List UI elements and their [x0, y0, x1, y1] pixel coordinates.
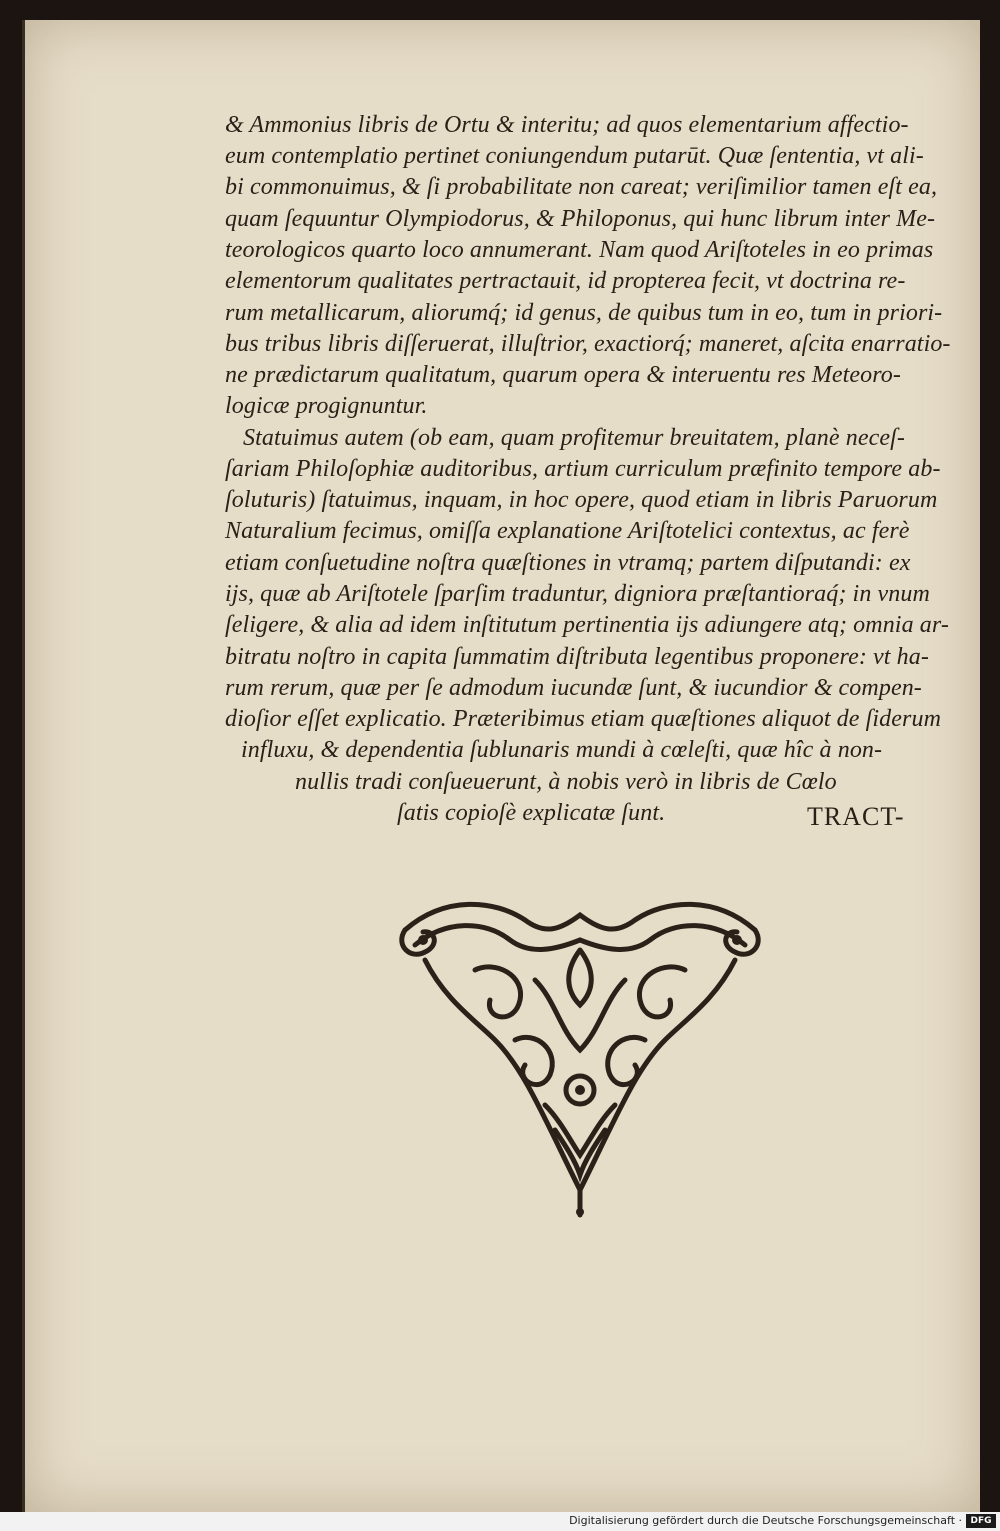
text-line: eum contemplatio pertinet coniungendum putarūt. Quæ ſententia, vt ali- [225, 143, 924, 169]
text-line: quam ſequuntur Olympiodorus, & Philoponus, qui hunc librum inter Me- [225, 206, 936, 232]
text-line: ſatis copioſè explicatæ ſunt. [397, 800, 666, 826]
text-line: Naturalium fecimus, omiſſa explanatione Ariſtotelici contextus, ac ferè [225, 518, 910, 544]
text-line: ne prædictarum qualitatum, quarum opera & interuentu res Meteoro- [225, 362, 901, 388]
text-line: ſoluturis) ſtatuimus, inquam, in hoc opere, quod etiam in libris Paruorum [225, 487, 938, 513]
text-line: influxu, & dependentia ſublunaris mundi à cœleſti, quæ hîc à non- [241, 737, 883, 763]
text-line: rum rerum, quæ per ſe admodum iucundæ ſunt, & iucundior & compen- [225, 675, 922, 701]
text-line: & Ammonius libris de Ortu & interitu; ad quos elementarium affectio- [225, 112, 909, 138]
text-line: bus tribus libris diſſeruerat, illuſtrior, exactiorq́; maneret, aſcita enarratio- [225, 331, 951, 357]
catchword: TRACT- [807, 802, 905, 831]
text-line: logicæ progignuntur. [225, 393, 428, 419]
text-line: rum metallicarum, aliorumq́; id genus, de quibus tum in eo, tum in priori- [225, 300, 943, 326]
book-page [22, 20, 980, 1512]
text-line: bitratu noſtro in capita ſummatim diſtributa legentibus proponere: vt ha- [225, 644, 929, 670]
text-line: elementorum qualitates pertractauit, id propterea fecit, vt doctrina re- [225, 268, 906, 294]
footer-credit: Digitalisierung gefördert durch die Deutsche Forschungsgemeinschaft · [569, 1514, 962, 1527]
text-line: ſeligere, & alia ad idem inſtitutum pertinentia ijs adiungere atq; omnia ar- [225, 612, 949, 638]
text-line: nullis tradi conſueuerunt, à nobis verò in libris de Cœlo [295, 769, 837, 795]
text-line: ijs, quæ ab Ariſtotele ſparſim traduntur, digniora præſtantioraq́; in vnum [225, 581, 930, 607]
ornament-icon [385, 890, 775, 1220]
text-line: Statuimus autem (ob eam, quam profitemur breuitatem, planè neceſ- [243, 425, 905, 451]
dfg-logo-icon: DFG [966, 1514, 996, 1528]
text-line: etiam conſuetudine noſtra quæſtiones in vtramq; partem diſputandi: ex [225, 550, 911, 576]
text-line: bi commonuimus, & ſi probabilitate non careat; veriſimilior tamen eſt ea, [225, 174, 938, 200]
text-line: ſariam Philoſophiæ auditoribus, artium curriculum præfinito tempore ab- [225, 456, 941, 482]
text-line: dioſior eſſet explicatio. Præteribimus etiam quæſtiones aliquot de ſiderum [225, 706, 941, 732]
text-line: teorologicos quarto loco annumerant. Nam quod Ariſtoteles in eo primas [225, 237, 934, 263]
footer-bar [0, 1512, 1000, 1531]
